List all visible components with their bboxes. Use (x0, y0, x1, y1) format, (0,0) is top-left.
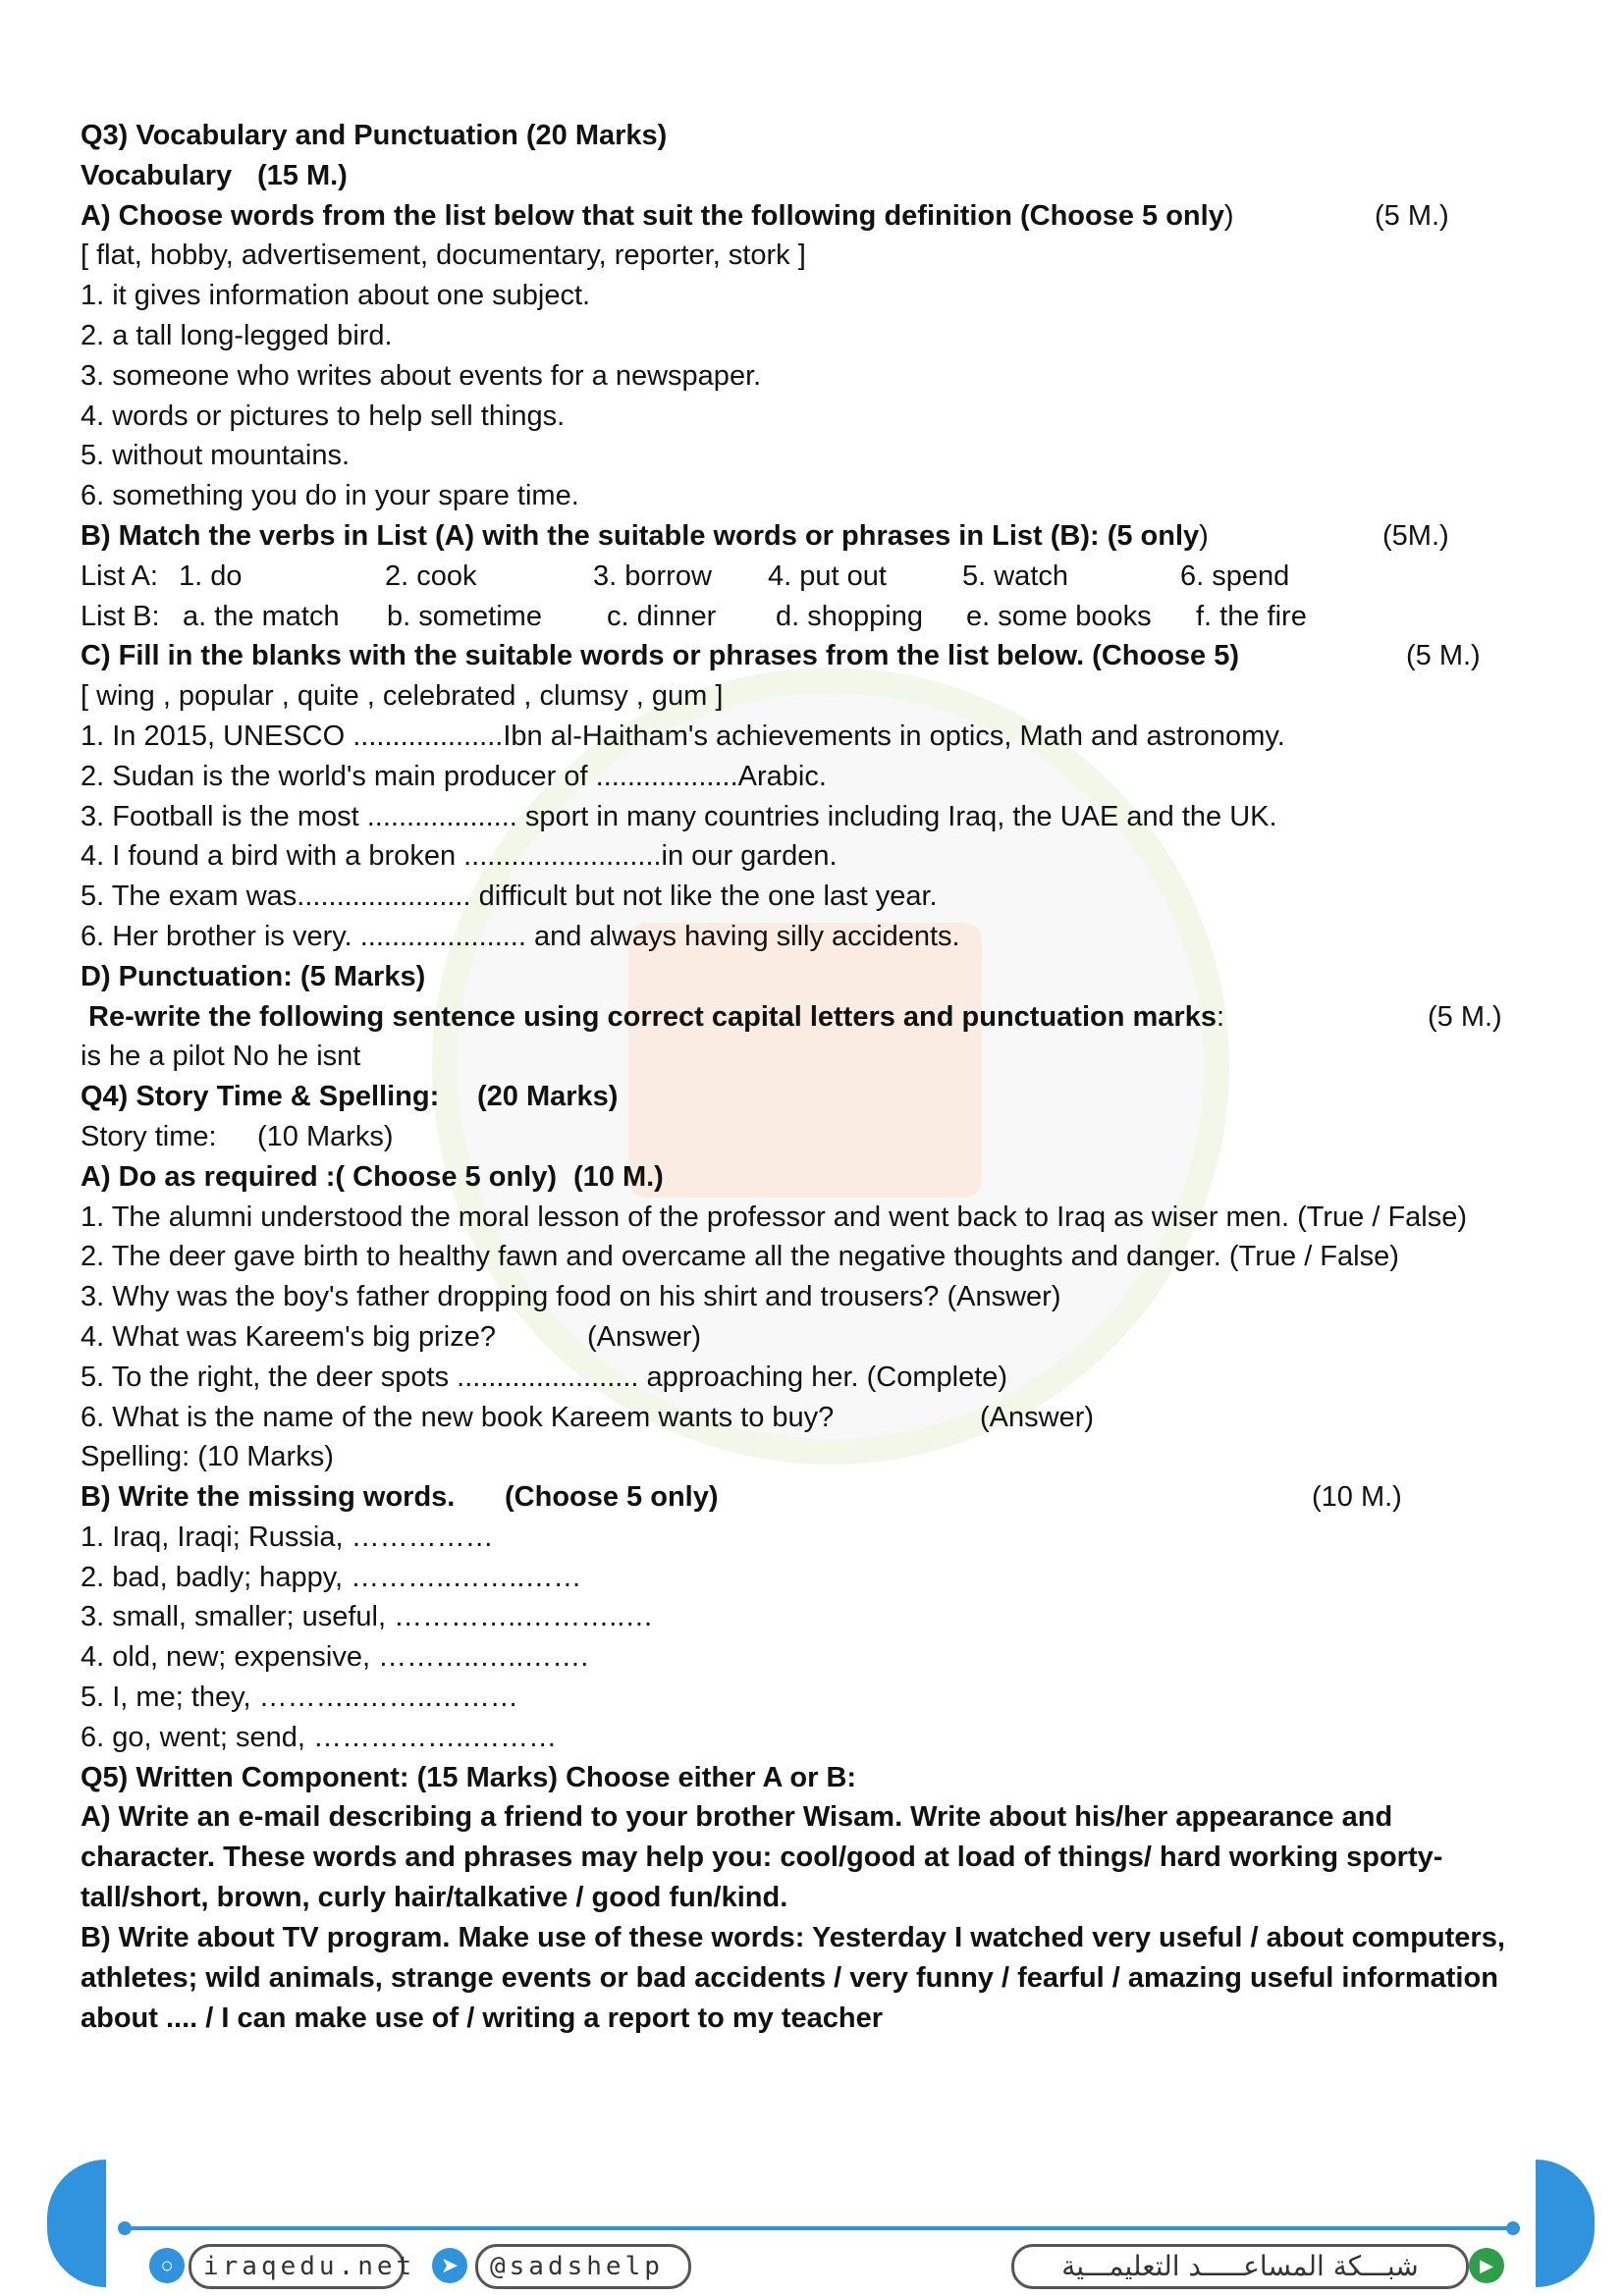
list-b-item: a. the match (183, 600, 340, 632)
list-b-item: d. shopping (776, 600, 923, 632)
q4a-item: 5. To the right, the deer spots ....................... approaching her. (Complete) (81, 1361, 1008, 1393)
q4-heading (81, 1077, 1553, 1117)
q3d-marks: (5 M.) (1428, 1000, 1502, 1033)
q4a-heading (81, 1157, 1553, 1198)
q4a-question: 4. What was Kareem's big prize? (81, 1320, 496, 1353)
list-b-item: e. some books (966, 600, 1152, 632)
q4b-marks: (10 M.) (1312, 1481, 1402, 1514)
globe-icon: ○ (149, 2248, 185, 2283)
q3b-title: B) Match the verbs in List (A) with the suitable words or phrases in List (B): (5 only (81, 519, 1200, 552)
vocabulary-heading (81, 156, 1553, 196)
q4a-marks: (10 M.) (573, 1160, 664, 1193)
telegram-handle[interactable]: @sadshelp (475, 2244, 691, 2289)
q3d-colon: : (1216, 1000, 1225, 1033)
q4b-choose: (Choose 5 only) (505, 1481, 719, 1514)
q3a-word-list: [ flat, hobby, advertisement, documentary, reporter, stork ] (81, 240, 806, 272)
footer-dot (1506, 2221, 1520, 2235)
q3a-item: 5. without mountains. (81, 440, 351, 472)
q4b-item: 1. Iraq, Iraqi; Russia, …………… (81, 1521, 494, 1553)
spelling-label: Spelling: (10 Marks) (81, 1441, 334, 1473)
q3c-word-list: [ wing , popular , quite , celebrated , clumsy , gum ] (81, 680, 724, 713)
q3c-item: 3. Football is the most ................... sport in many countries including Iraq, the UAE and the UK. (81, 800, 1277, 832)
q4a-item-4 (81, 1317, 1553, 1358)
q4a-item: 3. Why was the boy's father dropping food on his shirt and trousers? (Answer) (81, 1281, 1061, 1313)
list-a-item: 5. watch (962, 560, 1068, 592)
q3a-item: 1. it gives information about one subject. (81, 280, 591, 312)
footer-rule (126, 2226, 1510, 2230)
list-b-item: b. sometime (387, 600, 542, 632)
q4a-title: A) Do as required :( Choose 5 only) (81, 1160, 557, 1193)
vocab-marks: (15 M.) (257, 159, 348, 191)
exam-page (81, 116, 1553, 2039)
website-link[interactable]: iraqedu.net (189, 2244, 405, 2289)
q3d-instruction: Re-write the following sentence using correct capital letters and punctuation marks (88, 1000, 1217, 1033)
q4b-item: 6. go, went; send, ……………..……… (81, 1721, 558, 1753)
q3d-title: D) Punctuation: (5 Marks) (81, 960, 426, 992)
footer-right-cap (1536, 2160, 1595, 2287)
list-b-item: f. the fire (1196, 600, 1307, 632)
q3c-marks: (5 M.) (1406, 640, 1481, 672)
q3d-sentence: is he a pilot No he isnt (81, 1041, 361, 1073)
list-b-row (81, 597, 1553, 637)
q3a-heading (81, 196, 1553, 237)
q4-marks: (20 Marks) (477, 1081, 619, 1113)
q5a-text: A) Write an e-mail describing a friend to your brother Wisam. Write about his/her appearance and character. These words and phrases may help you: cool/good at load of things/ hard working sporty- tall/short, brown, curly hair/talkative / good fun/kind. (81, 1801, 1443, 1914)
play-icon: ▶ (1469, 2248, 1504, 2283)
q4b-item: 3. small, smaller; useful, …………..………..… (81, 1601, 654, 1633)
q4b-item: 5. I, me; they, ………..……..……… (81, 1682, 518, 1714)
footer-left-cap (47, 2160, 106, 2287)
list-a-item: 2. cook (385, 560, 477, 592)
q4a-answer-tag: (Answer) (587, 1320, 702, 1353)
q3c-item: 6. Her brother is very. ..................... and always having silly accidents. (81, 920, 960, 952)
q3b-paren: ) (1199, 519, 1209, 552)
list-a-item: 1. do (179, 560, 243, 592)
q4a-question: 6. What is the name of the new book Kareem wants to buy? (81, 1401, 835, 1433)
q3a-item: 6. something you do in your spare time. (81, 480, 579, 512)
q3a-item: 4. words or pictures to help sell things. (81, 400, 566, 432)
list-a-item: 6. spend (1180, 560, 1290, 592)
q4b-item: 4. old, new; expensive, ………..…..……. (81, 1641, 589, 1674)
q4a-item-6 (81, 1398, 1553, 1438)
q4b-title: B) Write the missing words. (81, 1481, 456, 1514)
q3c-item: 4. I found a bird with a broken .........................in our garden. (81, 840, 838, 873)
vocab-label: Vocabulary (81, 159, 233, 191)
q5b-text: B) Write about TV program. Make use of these words: Yesterday I watched very useful / about computers, athletes; wild animals, strange events or bad accidents / very funny / fearful / amazing useful information about .... / I can make use of / writing a report to my teacher (81, 1922, 1505, 2035)
story-time-label: Story time: (81, 1120, 217, 1152)
q3b-heading (81, 516, 1553, 557)
q3c-heading (81, 636, 1553, 676)
q4b-heading (81, 1477, 1553, 1518)
q5-title: Q5) Written Component: (15 Marks) Choose either A or B: (81, 1761, 857, 1793)
q3c-title: C) Fill in the blanks with the suitable words or phrases from the list below. (Choose 5) (81, 640, 1240, 672)
q4a-answer-tag: (Answer) (980, 1401, 1095, 1433)
list-b-item: c. dinner (607, 600, 717, 632)
q3b-marks: (5M.) (1382, 519, 1449, 552)
q3c-item: 2. Sudan is the world's main producer of ..................Arabic. (81, 760, 827, 792)
list-a-item: 3. borrow (593, 560, 712, 592)
q4b-item: 2. bad, badly; happy, ………..……..…… (81, 1561, 582, 1593)
q4a-item: 2. The deer gave birth to healthy fawn and overcame all the negative thoughts and danger. (True / False) (81, 1241, 1399, 1273)
list-a-item: 4. put out (768, 560, 887, 592)
list-b-label: List B: (81, 600, 160, 632)
list-a-row (81, 557, 1553, 597)
arabic-network-name: شبـــكة المساعـــــد التعليمـــية (1011, 2244, 1469, 2289)
q3c-item: 5. The exam was...................... difficult but not like the one last year. (81, 881, 938, 913)
story-time-row (81, 1117, 1553, 1157)
q3a-paren: ) (1223, 199, 1234, 232)
q4-title: Q4) Story Time & Spelling: (81, 1081, 440, 1113)
list-a-label: List A: (81, 560, 158, 592)
q4a-item: 1. The alumni understood the moral lesson of the professor and went back to Iraq as wiser men. (True / False) (81, 1201, 1468, 1233)
q3c-item: 1. In 2015, UNESCO ...................Ibn al-Haitham's achievements in optics, Math and astronomy. (81, 720, 1285, 752)
q3a-marks: (5 M.) (1375, 199, 1449, 232)
q3d-instruction-row (81, 997, 1553, 1038)
story-time-marks: (10 Marks) (257, 1120, 394, 1152)
q3a-item: 2. a tall long-legged bird. (81, 319, 393, 351)
telegram-icon: ➤ (432, 2248, 467, 2283)
q3a-item: 3. someone who writes about events for a newspaper. (81, 359, 762, 392)
q3a-title: A) Choose words from the list below that suit the following definition (Choose 5 only (81, 199, 1224, 232)
q3-title: Q3) Vocabulary and Punctuation (20 Marks) (81, 120, 668, 151)
footer-dot (118, 2221, 132, 2235)
